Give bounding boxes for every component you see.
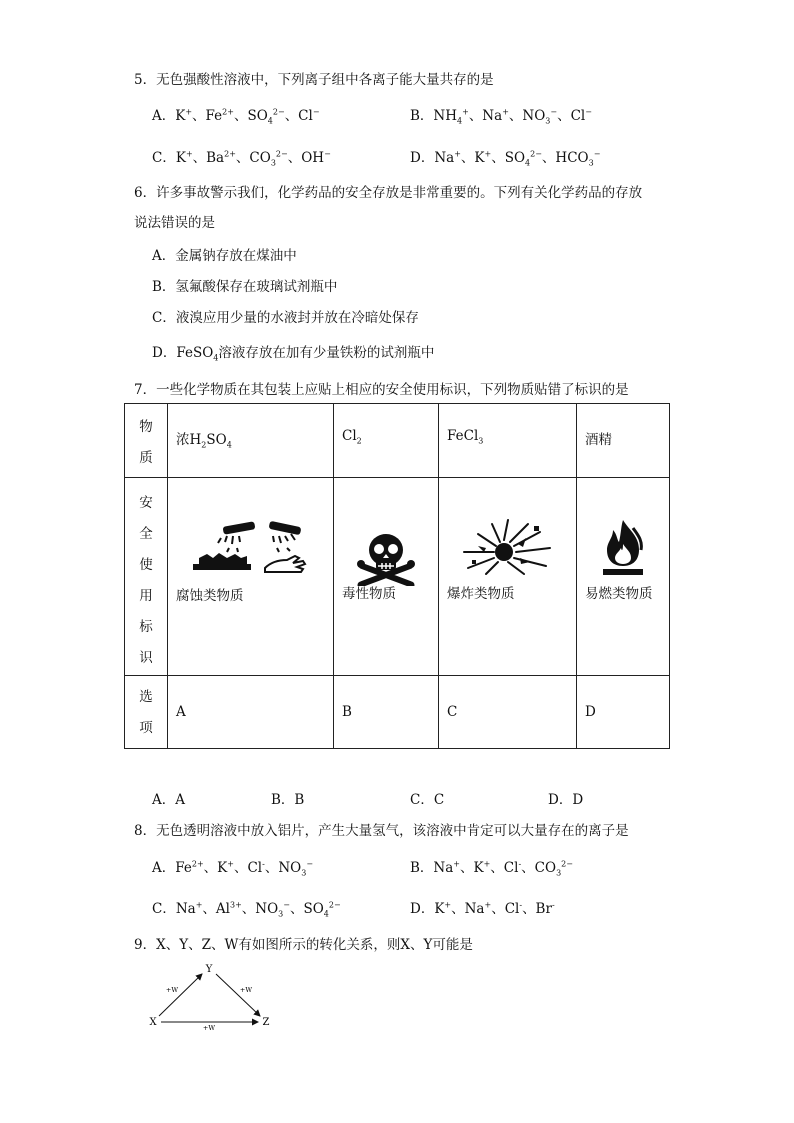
cell-label-flammable — [577, 478, 670, 676]
edge-label-xy: +W — [165, 986, 179, 994]
table-row-substance — [125, 404, 670, 478]
q6-option-b[interactable]: B．氢氟酸保存在玻璃试剂瓶中 — [152, 279, 338, 295]
q9-stem: 9．X、Y、Z、W有如图所示的转化关系，则X、Y可能是 — [134, 937, 473, 953]
q8-option-c[interactable]: C．Na+、$Al^{3+}$、$NO_3^-$、$SO_4^{2-}$ — [152, 900, 341, 919]
q6-stem-line2: 说法错误的是 — [134, 215, 215, 231]
q8-option-d[interactable]: D．K+、Na+、Cl-、Br- — [410, 900, 555, 917]
cell-choice-d: D — [577, 676, 670, 749]
cell-substance-a: 浓$H_2SO_4$ — [168, 404, 334, 478]
q6-option-c[interactable]: C．液溴应用少量的水液封并放在冷暗处保存 — [152, 310, 419, 326]
q7-option-c[interactable]: C．C — [410, 792, 445, 808]
cell-choice-a: A — [168, 676, 334, 749]
cell-choice-c: C — [439, 676, 577, 749]
corrosive-icon — [187, 518, 315, 578]
q6-stem-line1: 6．许多事故警示我们，化学药品的安全存放是非常重要的。下列有关化学药品的存放 — [134, 185, 643, 201]
q5-stem: 5．无色强酸性溶液中，下列离子组中各离子能大量共存的是 — [134, 72, 494, 88]
cell-label-explosive — [439, 478, 577, 676]
q8-option-a[interactable]: A．$Fe^{2+}$、K+、Cl-、$NO_3^-$ — [152, 859, 314, 878]
q5-option-a[interactable]: A．K+、$Fe^{2+}$、$SO_4^{2-}$、Cl− — [152, 107, 320, 126]
q7-stem: 7．一些化学物质在其包装上应贴上相应的安全使用标识，下列物质贴错了标识的是 — [134, 382, 629, 398]
q7-option-b[interactable]: B．B — [271, 792, 305, 808]
q6-option-d[interactable]: D．FeSO$_4$溶液存放在加有少量铁粉的试剂瓶中 — [152, 345, 435, 363]
cell-label-toxic — [334, 478, 439, 676]
q5-option-b[interactable]: B．$NH_4^+$、Na+、$NO_3^-$、Cl− — [410, 107, 592, 126]
q7-option-d[interactable]: D．D — [548, 792, 584, 808]
node-z: Z — [262, 1017, 270, 1028]
node-y: Y — [205, 964, 213, 975]
table-row-labels — [125, 478, 670, 676]
q8-option-b[interactable]: B．Na+、K+、Cl-、$CO_3^{2-}$ — [410, 859, 573, 878]
explosive-icon — [458, 518, 558, 576]
row-head-substance: 物 质 — [125, 404, 168, 478]
row-head-choice: 选 项 — [125, 676, 168, 749]
conversion-triangle-diagram — [140, 960, 280, 1032]
flammable-icon — [599, 518, 647, 576]
cell-choice-b: B — [334, 676, 439, 749]
label-explosive: 爆炸类物质 — [447, 586, 515, 602]
cell-substance-b: $Cl_2$ — [334, 404, 439, 478]
q5-option-d[interactable]: D．Na+、K+、$SO_4^{2-}$、$HCO_3^-$ — [410, 149, 601, 168]
cell-substance-c: FeCl$_3$ — [439, 404, 577, 478]
q8-stem: 8．无色透明溶液中放入铝片，产生大量氢气，该溶液中肯定可以大量存在的离子是 — [134, 823, 629, 839]
node-x: X — [149, 1017, 157, 1028]
label-toxic: 毒性物质 — [342, 586, 396, 602]
toxic-skull-icon — [356, 530, 416, 586]
label-flammable: 易燃类物质 — [585, 586, 653, 602]
q7-option-a[interactable]: A．A — [152, 792, 185, 808]
table-row-choices — [125, 676, 670, 749]
edge-label-yz: +W — [239, 986, 253, 994]
edge-label-xz: +W — [202, 1024, 216, 1032]
q5-option-c[interactable]: C．K+、$Ba^{2+}$、$CO_3^{2-}$、OH− — [152, 149, 331, 168]
safety-label-table — [124, 403, 670, 749]
q6-option-a[interactable]: A．金属钠存放在煤油中 — [152, 248, 297, 264]
cell-label-corrosive — [168, 478, 334, 676]
label-corrosive: 腐蚀类物质 — [176, 588, 244, 604]
cell-substance-d: 酒精 — [577, 404, 670, 478]
row-head-safety-label: 安 全 使 用 标 识 — [125, 478, 168, 676]
